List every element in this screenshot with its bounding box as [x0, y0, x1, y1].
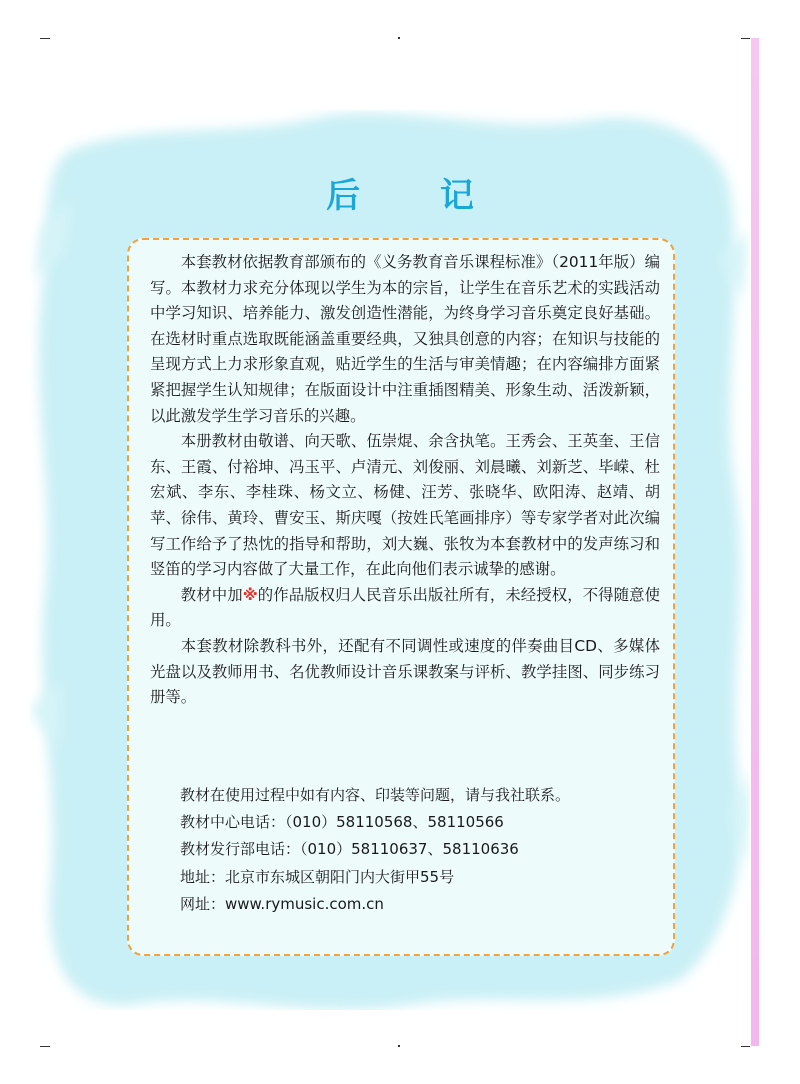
- copyright-text-end: 的作品版权归人民音乐出版社所有，未经授权，不得随意使用。: [150, 585, 660, 630]
- paragraph-copyright: [150, 583, 660, 634]
- crop-mark: [741, 38, 750, 39]
- contact-info: [180, 782, 570, 918]
- contact-distribution-phone: 教材发行部电话：（010）58110637、58110636: [180, 840, 519, 859]
- crop-mark: [398, 37, 400, 39]
- contact-note: 教材在使用过程中如有内容、印装等问题，请与我社联系。: [180, 786, 571, 804]
- paragraph-acknowledgements: 本册教材由敬谱、向天歌、伍崇焜、余含执笔。王秀会、王英奎、王信东、王霞、付裕坤、冯玉平、卢清元、刘俊丽、刘晨曦、刘新芝、毕嵘、杜宏斌、李东、李桂珠、杨文立、杨健、汪芳、张晓华、欧阳涛、赵靖、胡苹、徐伟、黄玲、曹安玉、斯庆嘎（按姓氏笔画排序）等专家学者对此次编写工作给予了热忱的指导和帮助，刘大巍、张牧为本套教材中的发声练习和竖笛的学习内容做了大量工作，在此向他们表示诚挚的感谢。: [150, 432, 660, 579]
- contact-website: 网址：www.rymusic.com.cn: [180, 894, 384, 913]
- paragraph-intro: 本套教材依据教育部颁布的《义务教育音乐课程标准》（2011年版）编写。本教材力求充分体现以学生为本的宗旨，让学生在音乐艺术的实践活动中学习知识、培养能力、激发创造性潜能，为终身学习音乐奠定良好基础。在选材时重点选取既能涵盖重要经典，又独具创意的内容；在知识与技能的呈现方式上力求形象直观，贴近学生的生活与审美情趣；在内容编排方面紧紧把握学生认知规律；在版面设计中注重插图精美、形象生动、活泼新颖，以此激发学生学习音乐的兴趣。: [150, 253, 660, 425]
- contact-center-phone: 教材中心电话：（010）58110568、58110566: [180, 813, 504, 832]
- crop-mark: [40, 1046, 50, 1047]
- crop-mark: [40, 38, 50, 39]
- afterword-body: [150, 250, 660, 711]
- contact-address: 地址：北京市东城区朝阳门内大街甲55号: [180, 867, 455, 886]
- crop-mark: [398, 1045, 400, 1047]
- copyright-mark-icon: ※: [242, 585, 258, 604]
- crop-mark: [741, 1046, 750, 1047]
- page-title: 后 记: [326, 176, 508, 216]
- paragraph-materials: 本套教材除教科书外，还配有不同调性或速度的伴奏曲目CD、多媒体光盘以及教师用书、名优教师设计音乐课教案与评析、教学挂图、同步练习册等。: [150, 636, 660, 707]
- copyright-text-start: 教材中加: [180, 585, 243, 604]
